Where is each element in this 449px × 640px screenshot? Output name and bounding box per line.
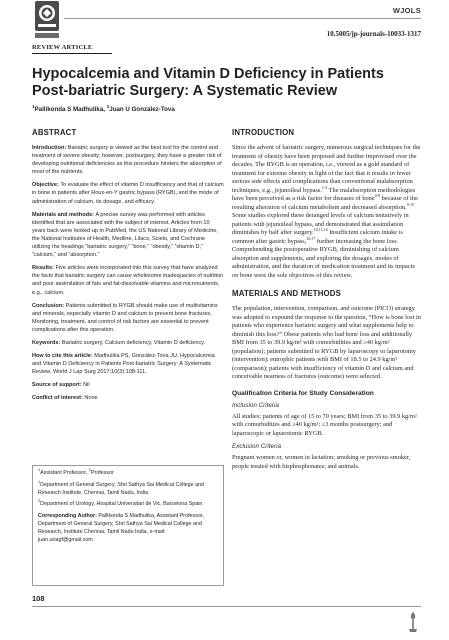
corresponding-author <box>38 513 218 544</box>
support-text: Nil <box>83 382 90 389</box>
abstract-methods <box>32 211 224 260</box>
abstract-heading: ABSTRACT <box>32 128 77 137</box>
doi-link[interactable]: 10.5005/jp-journals-10033-1317 <box>326 30 421 38</box>
intro-p1c: because of the resulting alteration of calcium metabolism and decreased absorption. <box>232 195 418 211</box>
jaypee-mark-icon <box>407 611 419 633</box>
conclusion-label: Conclusion: <box>32 302 66 309</box>
affiliation-2 <box>38 501 218 509</box>
exclusion-text: Pregnant women or, women in lactation; smoking or previous smoker, people treated with bisphosphonates; and animals. <box>232 454 411 470</box>
keywords-text: Bariatric surgery, Calcium deficiency, Vitamin D deficiency. <box>61 339 206 346</box>
inclusion-heading: Inclusion Criteria <box>232 401 279 409</box>
affil1-sup: 1 <box>38 480 41 485</box>
corr-label: Corresponding Author: <box>38 513 99 520</box>
conflict-of-interest <box>32 394 224 402</box>
footer-rule <box>32 606 421 607</box>
author1-sup: 1 <box>32 104 35 109</box>
affiliation-1 <box>38 482 218 498</box>
qualification-heading: Qualification Criteria for Study Consideration <box>232 389 374 397</box>
abstract-keywords <box>32 339 224 347</box>
body-column <box>232 128 422 471</box>
objective-label: Objective: <box>32 182 61 189</box>
intro-p1a: Since the advent of bariatric surgery, numerous surgical techniques for the treatment of obesity have been proposed and further improvised over the decades. The RYGB is an operation, i.e., viewed as a gold standard of treatment for extreme obesity in light of the fact that it results in fewer serious side effects and complications than conventional malabsorption techniques, e.g., jejunoileal bypass. <box>232 144 421 194</box>
abstract-objective <box>32 181 224 205</box>
abstract-introduction <box>32 144 224 176</box>
methods-label: Materials and methods: <box>32 211 96 218</box>
intro-p1b: The malabsorption methodologies have been perceived as a risk factor for diseases of bone <box>232 186 416 202</box>
conclusion-text: Patients submitted to RYGB should make use of multivitamins and minerals, especially vitamin D and calcium to prevent bone fractures. Monitoring, treatment, and control of risk factors are essential to prevent complications after this operation. <box>32 302 218 333</box>
cite-text: Madhulika PS, González-Tova JU. Hypocalcemia and Vitamin D Deficiency in Patients Post-bariatric Surgery: A Systematic Review. World J Lap Surg 2017;10(3):108-111. <box>32 353 215 376</box>
introduction-paragraph <box>232 144 422 280</box>
cite-label: How to cite this article: <box>32 353 95 360</box>
journal-name: WJOLS <box>392 6 421 15</box>
page-header <box>0 0 449 26</box>
inclusion-text: All studies; patients of age of 15 to 70 years; BMI from 35 to 39.9 kg/m² with comorbidities and ≥40 kg/m²; ≥3 months postsurgery; and laparoscopic or laparotomic RYGB. <box>232 412 417 437</box>
source-of-support <box>32 381 224 389</box>
support-label: Source of support: <box>32 382 84 389</box>
exclusion-heading: Exclusion Criteria <box>232 443 281 450</box>
affil2-text: Department of Urology, Hospital Universitari de Vic, Barcelona Spain <box>40 501 203 508</box>
roles-sup1: 1 <box>38 468 41 473</box>
abstract-column <box>32 128 224 403</box>
author-footnote-box <box>32 465 224 586</box>
author-roles <box>38 470 218 478</box>
author1-name: Pallikonda S Madhulika, <box>34 106 107 114</box>
abstract-results <box>32 264 224 296</box>
objective-text: To evaluate the effect of vitamin D insufficiency and that of calcium in bone in patients after Roux-en-Y gastric bypass (RYGB), and the mode of administration of calcium, its dosage, and efficacy. <box>32 182 224 205</box>
roles-sup2: 2 <box>88 468 91 473</box>
results-text: Five articles were incorporated into this survey that have analyzed the facts that bariatric surgery can cause wholesome inadequacies of nutrition and poor assimilation of fats and fat-dissolvable vitamins and micronutrients, e.g., calcium. <box>32 265 224 296</box>
author2-name: Juan U González-Tova <box>109 106 175 114</box>
methods-heading: MATERIALS AND METHODS <box>232 289 342 298</box>
conflict-label: Conflict of interest: <box>32 395 85 402</box>
ref-5[interactable]: 16,17 <box>306 235 316 241</box>
ref-2[interactable]: 4-8 <box>374 192 381 198</box>
page-number: 108 <box>32 594 45 603</box>
introduction-heading: INTRODUCTION <box>232 128 295 137</box>
header-rule <box>64 18 421 19</box>
intro-p1f: further increasing the bone loss. Comprehending the postoperative RYGB, diminishing of calcium absorption and supplements, and exploring the dosages, modes of administration, and the duration of medication treatment and its impacts on bone were the sole objectives of this review. <box>232 237 415 279</box>
intro-label: Introduction: <box>32 145 68 151</box>
roles-text1: Assistant Professor, <box>40 470 89 476</box>
affil2-sup: 2 <box>38 499 41 504</box>
article-type-label: REVIEW ARTICLE <box>32 44 93 51</box>
intro-p1d: Some studies explored these deranged levels of calcium tentatively in patients with jejunoileal bypass, and demonstrated that assimilation diminishes by half after surgery. <box>232 212 409 236</box>
conflict-text: None <box>84 395 98 402</box>
methods-text: A precise survey was performed with articles identified that are associated with the subject of interest. Articles from 10 years back were looked up in PubMed, the US National Library of Medicine, the National Institutes of Health, Medline, Lilacs, Scielo, and Cochrane utilizing the headings “bariatric surgery,” “bone,” “obesity,” “vitamin D,” “calcium,” and “absorption.” <box>32 211 218 259</box>
article-title: Hypocalcemia and Vitamin D Deficiency in Patients Post-bariatric Surgery: A Systematic Review <box>32 66 384 99</box>
ref-3[interactable]: 9-15 <box>406 201 415 207</box>
how-to-cite <box>32 352 224 376</box>
methods-paragraph: The population, intervention, comparison, and outcome (PICO) strategy was adopted to expound the response to the question, “How is bone lost in patients who experience bariatric surgery and what supplements help to diminish this loss?” Obese patients who had bone loss and additionally BMI from 35 to 39.9 kg/m² with comorbidities and ≥40 kg/m² (population); patients submitted to RYGB by laparoscopy or laparotomy (intervention); eutrophic patients with BMI of 18.5 to 24.9 kg/m² (comparison); patients with insufficiency of vitamin D and calcium and conceivable nearness of fractures (outcome) were selected. <box>232 305 421 380</box>
corr-text: Pallikonda S Madhulika, Assistant Professor, Department of General Surgery, Shri Sathya Sai Medical College and Research, Institute Chennai, Tamil Nadu India, e-mail: juan.uriagf@gmail.com <box>38 513 204 543</box>
intro-p1e: Insufficient calcium intake is common after gastric bypass, <box>232 229 403 245</box>
article-type-rule <box>32 53 112 54</box>
keywords-label: Keywords: <box>32 339 62 346</box>
abstract-conclusion <box>32 302 224 334</box>
results-label: Results: <box>32 265 56 272</box>
author-list <box>32 104 175 113</box>
roles-text2: Professor <box>90 470 114 476</box>
ref-4[interactable]: 10,11,16 <box>313 226 328 232</box>
intro-text: Bariatric surgery is viewed as the best tool for the control and treatment of severe obesity; however, postsurgery, they have a greater risk of developing nutritional deficiencies as this procedure hinders the absorption of most of the nutrients. <box>32 145 222 176</box>
author2-sup: 2 <box>106 104 110 109</box>
ref-1[interactable]: 1-3 <box>321 184 328 190</box>
journal-logo-icon <box>34 0 60 40</box>
affil1-text: Department of General Surgery, Shri Sathya Sai Medical College and Research Institute, Chennai, Tamil Nadu, India <box>38 481 204 496</box>
